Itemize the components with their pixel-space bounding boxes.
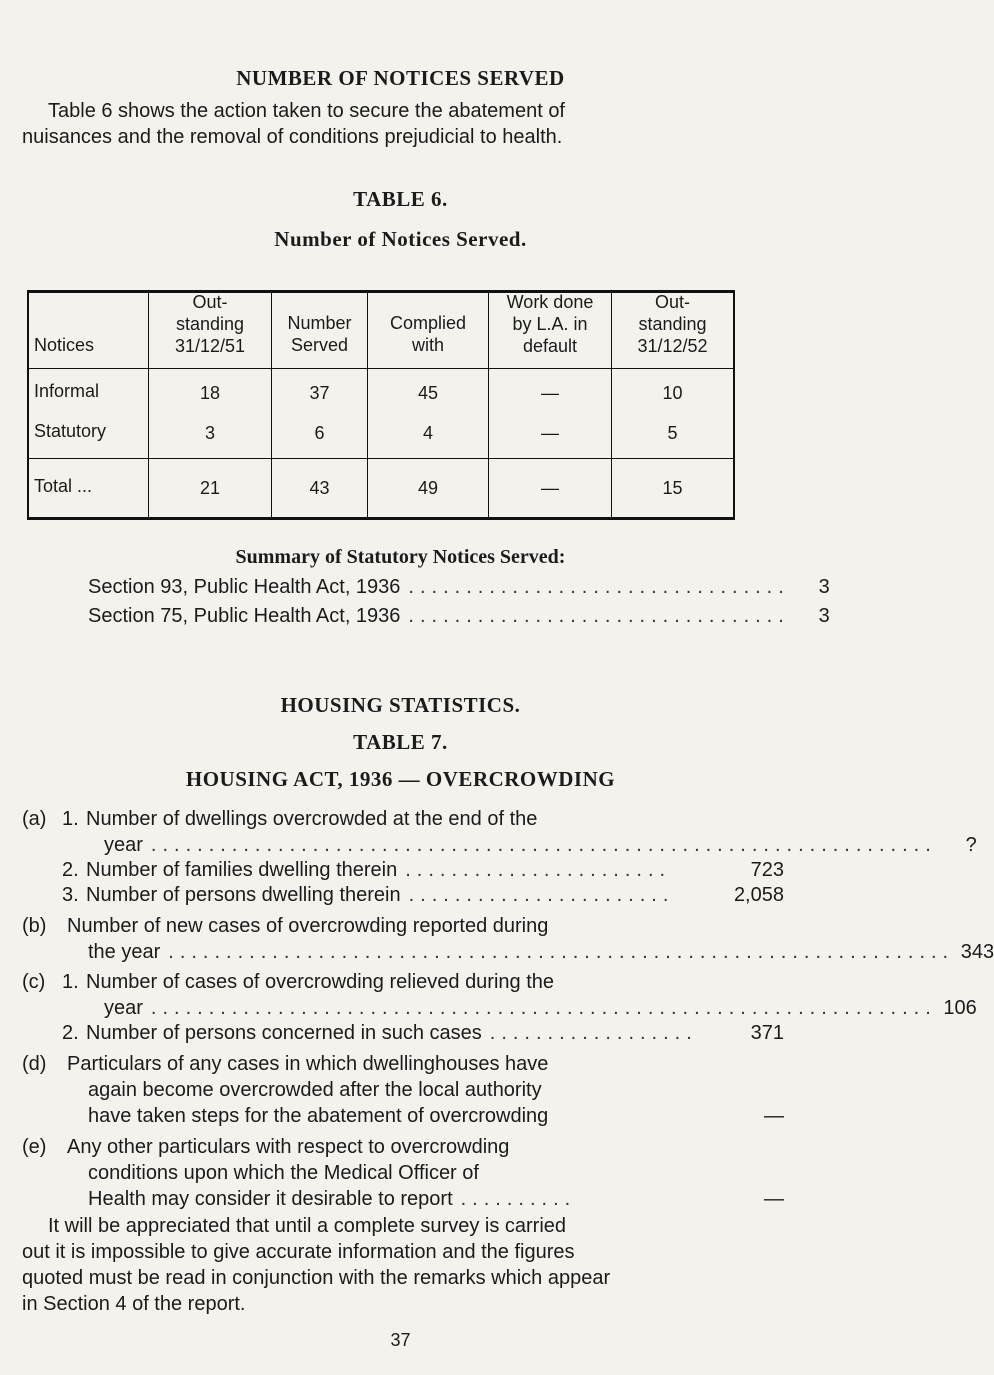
summary-item: Section 75, Public Health Act, 1936 ................................. 3 [88, 605, 830, 627]
page-heading: NUMBER OF NOTICES SERVED [236, 66, 565, 90]
item-text: Any other particulars with respect to overcrowding [67, 1136, 510, 1158]
item-text: again become overcrowded after the local authority [88, 1079, 542, 1101]
row-label-informal: Informal [34, 381, 100, 401]
item-num: 3. [62, 884, 79, 906]
row-label-total: Total ... [34, 476, 93, 496]
cell: 3 [204, 423, 215, 443]
summary-item: Section 93, Public Health Act, 1936 ................................. 3 [88, 576, 830, 598]
marker-c: (c) [22, 971, 46, 993]
header-notices: Notices [34, 335, 95, 355]
marker-a: (a) [22, 808, 47, 830]
cell: 45 [417, 383, 439, 403]
item-num: 2. [62, 1022, 79, 1044]
housing-item: year .................................................................... 106 [104, 997, 977, 1019]
closing-line-4: in Section 4 of the report. [22, 1293, 246, 1315]
header-work-done: Work done by L.A. in default [506, 292, 594, 356]
cell: — [541, 383, 559, 403]
notices-table [27, 290, 735, 520]
housing-item: Number of families dwelling therein ....................... 723 [86, 859, 784, 881]
marker-d: (d) [22, 1053, 47, 1075]
item-text: Number of dwellings overcrowded at the end of the [86, 808, 538, 830]
header-outstanding-52: Out- standing 31/12/52 [637, 292, 708, 356]
intro-line-2: nuisances and the removal of conditions prejudicial to health. [22, 126, 563, 148]
item-text: Number of cases of overcrowding relieved during the [86, 971, 555, 993]
housing-item: have taken steps for the abatement of overcrowding — [88, 1105, 784, 1127]
cell: — [541, 478, 559, 498]
table-bottom-rule [27, 517, 735, 520]
table6-caption: Number of Notices Served. [274, 227, 527, 251]
table7-subtitle: HOUSING ACT, 1936 — OVERCROWDING [185, 767, 616, 791]
summary-title: Summary of Statutory Notices Served: [235, 546, 566, 568]
cell: 5 [667, 423, 678, 443]
housing-item: Number of persons dwelling therein ....................... 2,058 [86, 884, 784, 906]
housing-title: HOUSING STATISTICS. [280, 693, 521, 717]
closing-line-2: out it is impossible to give accurate information and the figures [22, 1241, 575, 1263]
cell: 49 [417, 478, 439, 498]
item-num: 1. [62, 808, 79, 830]
table7-label: TABLE 7. [353, 730, 448, 754]
item-num: 1. [62, 971, 79, 993]
marker-e: (e) [22, 1136, 47, 1158]
housing-item: Health may consider it desirable to report .......... — [88, 1188, 784, 1210]
cell: 18 [199, 383, 221, 403]
housing-item: year .................................................................... ? [104, 834, 977, 856]
closing-line-1: It will be appreciated that until a complete survey is carried [48, 1215, 567, 1237]
intro-line-1: Table 6 shows the action taken to secure the abatement of [48, 100, 565, 122]
cell: 4 [422, 423, 433, 443]
item-text: Particulars of any cases in which dwellinghouses have [67, 1053, 549, 1075]
table6-label: TABLE 6. [353, 187, 448, 211]
cell: 10 [662, 383, 683, 403]
cell: 15 [662, 478, 683, 498]
cell: — [541, 423, 559, 443]
closing-line-3: quoted must be read in conjunction with the remarks which appear [22, 1267, 611, 1289]
header-rule [27, 368, 735, 369]
table-left-rule [27, 290, 29, 520]
cell: 37 [309, 383, 330, 403]
marker-b: (b) [22, 915, 47, 937]
row-label-statutory: Statutory [34, 421, 107, 441]
cell: 6 [314, 423, 325, 443]
cell: 21 [199, 478, 221, 498]
housing-item: Number of persons concerned in such cases .................. 371 [86, 1022, 784, 1044]
table-right-rule [733, 290, 735, 520]
total-rule [27, 458, 735, 459]
cell: 43 [309, 478, 330, 498]
item-text: conditions upon which the Medical Officer of [88, 1162, 479, 1184]
housing-item: the year .................................................................... 343 [88, 941, 994, 963]
header-outstanding-51: Out- standing 31/12/51 [174, 292, 246, 356]
header-complied-with: Complied with [389, 313, 467, 355]
header-number-served: Number Served [287, 313, 352, 355]
item-num: 2. [62, 859, 79, 881]
item-text: Number of new cases of overcrowding reported during [67, 915, 549, 937]
page-number: 37 [390, 1330, 411, 1350]
